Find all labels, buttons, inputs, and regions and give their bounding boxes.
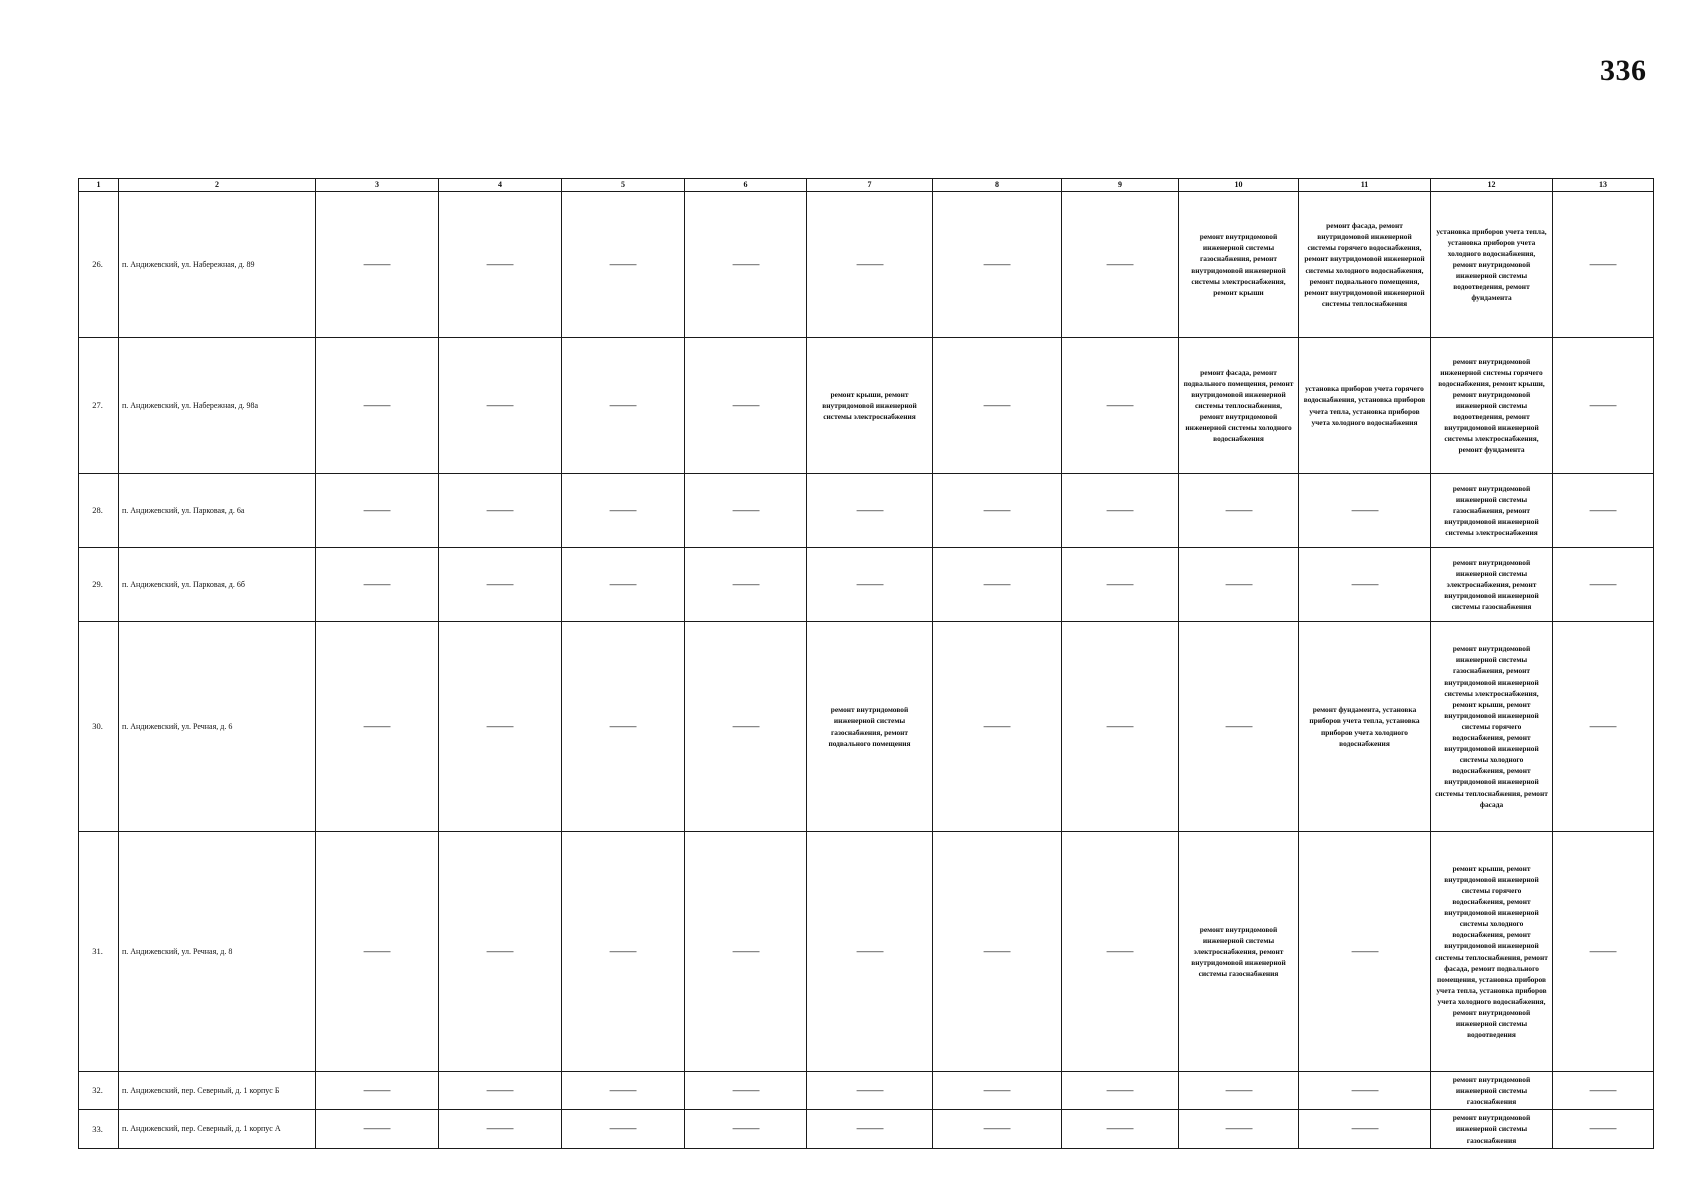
repair-works-cell xyxy=(807,338,933,474)
repair-works-text: ремонт фундамента, установка приборов учета тепла, установка приборов учета холодного водоснабжения xyxy=(1309,705,1420,748)
empty-dash-cell xyxy=(439,1110,562,1148)
page-number: 336 xyxy=(1600,54,1647,87)
empty-dash-cell xyxy=(316,192,439,338)
row-number: 33. xyxy=(79,1110,119,1148)
dash-mark: — xyxy=(983,1120,1011,1136)
empty-dash-cell xyxy=(685,1110,807,1148)
address-cell: п. Андижевский, пер. Северный, д. 1 корпус Б xyxy=(119,1072,316,1110)
table-row xyxy=(79,622,1654,832)
dash-mark: — xyxy=(363,1082,391,1098)
repair-works-cell xyxy=(1299,192,1431,338)
empty-dash-cell xyxy=(562,622,685,832)
table-row xyxy=(79,474,1654,548)
column-number-4: 4 xyxy=(439,179,562,192)
address-cell: п. Андижевский, ул. Речная, д. 6 xyxy=(119,622,316,832)
dash-mark: — xyxy=(1225,1082,1252,1098)
dash-mark: — xyxy=(732,1120,759,1136)
repair-works-text: ремонт внутридомовой инженерной системы газоснабжения xyxy=(1452,1113,1531,1145)
dash-mark: — xyxy=(1225,1120,1252,1136)
dash-mark: — xyxy=(1225,718,1252,734)
repair-works-text: установка приборов учета тепла, установка приборов учета холодного водоснабжения, ремонт внутридомовой инженерной системы водоотведения, ремонт фундамента xyxy=(1436,226,1547,303)
empty-dash-cell xyxy=(807,1072,933,1110)
table-row xyxy=(79,1072,1654,1110)
repair-works-cell xyxy=(1179,832,1299,1072)
column-number-10: 10 xyxy=(1179,179,1299,192)
empty-dash-cell xyxy=(439,192,562,338)
empty-dash-cell xyxy=(562,338,685,474)
repair-works-text: ремонт внутридомовой инженерной системы электроснабжения, ремонт внутридомовой инженерной системы газоснабжения xyxy=(1191,924,1286,979)
empty-dash-cell xyxy=(933,622,1062,832)
dash-mark: — xyxy=(609,397,637,413)
dash-mark: — xyxy=(732,256,759,272)
repair-works-text: ремонт внутридомовой инженерной системы газоснабжения xyxy=(1452,1075,1531,1107)
empty-dash-cell xyxy=(1299,1072,1431,1110)
column-number-6: 6 xyxy=(685,179,807,192)
empty-dash-cell xyxy=(562,832,685,1072)
repair-works-text: установка приборов учета горячего водоснабжения, установка приборов учета тепла, установка приборов учета холодного водоснабжения xyxy=(1303,384,1426,427)
empty-dash-cell xyxy=(1553,832,1654,1072)
dash-mark: — xyxy=(1589,256,1617,272)
repair-works-text: ремонт крыши, ремонт внутридомовой инженерной системы электроснабжения xyxy=(822,389,917,422)
empty-dash-cell xyxy=(1553,1110,1654,1148)
empty-dash-cell xyxy=(439,622,562,832)
dash-mark: — xyxy=(1351,576,1378,592)
dash-mark: — xyxy=(363,397,391,413)
empty-dash-cell xyxy=(316,622,439,832)
empty-dash-cell xyxy=(439,832,562,1072)
repair-works-text: ремонт внутридомовой инженерной системы газоснабжения, ремонт внутридомовой инженерной системы электроснабжения xyxy=(1444,483,1539,538)
address-cell: п. Андижевский, пер. Северный, д. 1 корпус А xyxy=(119,1110,316,1148)
dash-mark: — xyxy=(1106,502,1134,518)
dash-mark: — xyxy=(363,502,391,518)
dash-mark: — xyxy=(486,1082,514,1098)
dash-mark: — xyxy=(1106,718,1134,734)
row-number: 27. xyxy=(79,338,119,474)
empty-dash-cell xyxy=(1179,1110,1299,1148)
empty-dash-cell xyxy=(1062,1110,1179,1148)
empty-dash-cell xyxy=(685,548,807,622)
repair-works-cell xyxy=(1431,192,1553,338)
column-number-row xyxy=(79,179,1654,192)
repair-works-cell xyxy=(1179,192,1299,338)
address-cell: п. Андижевский, ул. Речная, д. 8 xyxy=(119,832,316,1072)
empty-dash-cell xyxy=(685,622,807,832)
empty-dash-cell xyxy=(1553,1072,1654,1110)
dash-mark: — xyxy=(856,943,883,959)
empty-dash-cell xyxy=(1062,548,1179,622)
empty-dash-cell xyxy=(933,474,1062,548)
dash-mark: — xyxy=(732,943,759,959)
dash-mark: — xyxy=(609,576,637,592)
repair-works-cell xyxy=(1299,338,1431,474)
address-cell: п. Андижевский, ул. Парковая, д. 6а xyxy=(119,474,316,548)
repair-works-cell xyxy=(1179,338,1299,474)
dash-mark: — xyxy=(732,576,759,592)
dash-mark: — xyxy=(1351,1082,1378,1098)
table-row xyxy=(79,548,1654,622)
column-number-3: 3 xyxy=(316,179,439,192)
empty-dash-cell xyxy=(316,1110,439,1148)
repair-works-cell xyxy=(1299,622,1431,832)
dash-mark: — xyxy=(1351,943,1378,959)
table-row xyxy=(79,1110,1654,1148)
dash-mark: — xyxy=(1589,502,1617,518)
column-number-7: 7 xyxy=(807,179,933,192)
dash-mark: — xyxy=(1106,397,1134,413)
dash-mark: — xyxy=(609,1120,637,1136)
empty-dash-cell xyxy=(685,474,807,548)
dash-mark: — xyxy=(856,1120,883,1136)
address-cell: п. Андижевский, ул. Парковая, д. 6б xyxy=(119,548,316,622)
dash-mark: — xyxy=(486,256,514,272)
dash-mark: — xyxy=(1225,576,1252,592)
dash-mark: — xyxy=(1351,1120,1378,1136)
column-number-11: 11 xyxy=(1299,179,1431,192)
empty-dash-cell xyxy=(1299,1110,1431,1148)
empty-dash-cell xyxy=(807,832,933,1072)
empty-dash-cell xyxy=(316,832,439,1072)
empty-dash-cell xyxy=(316,338,439,474)
table-row xyxy=(79,832,1654,1072)
empty-dash-cell xyxy=(1179,1072,1299,1110)
empty-dash-cell xyxy=(1179,622,1299,832)
dash-mark: — xyxy=(363,718,391,734)
dash-mark: — xyxy=(363,576,391,592)
repair-works-text: ремонт фасада, ремонт подвального помещения, ремонт внутридомовой инженерной системы теплоснабжения, ремонт внутридомовой инженерной системы холодного водоснабжения xyxy=(1183,367,1294,444)
dash-mark: — xyxy=(486,1120,514,1136)
repair-works-cell xyxy=(1431,1110,1553,1148)
empty-dash-cell xyxy=(1179,474,1299,548)
empty-dash-cell xyxy=(1062,192,1179,338)
repair-works-text: ремонт внутридомовой инженерной системы электроснабжения, ремонт внутридомовой инженерной системы газоснабжения xyxy=(1444,557,1539,612)
empty-dash-cell xyxy=(1062,1072,1179,1110)
dash-mark: — xyxy=(486,943,514,959)
repair-works-cell xyxy=(1431,1072,1553,1110)
empty-dash-cell xyxy=(807,1110,933,1148)
dash-mark: — xyxy=(1589,1120,1617,1136)
dash-mark: — xyxy=(609,1082,637,1098)
empty-dash-cell xyxy=(1553,622,1654,832)
empty-dash-cell xyxy=(807,474,933,548)
dash-mark: — xyxy=(486,718,514,734)
empty-dash-cell xyxy=(1299,832,1431,1072)
repair-works-cell xyxy=(1431,548,1553,622)
row-number: 29. xyxy=(79,548,119,622)
empty-dash-cell xyxy=(1553,338,1654,474)
row-number: 30. xyxy=(79,622,119,832)
empty-dash-cell xyxy=(1299,474,1431,548)
empty-dash-cell xyxy=(562,548,685,622)
address-cell: п. Андижевский, ул. Набережная, д. 98а xyxy=(119,338,316,474)
column-number-13: 13 xyxy=(1553,179,1654,192)
repair-works-text: ремонт внутридомовой инженерной системы газоснабжения, ремонт внутридомовой инженерной системы электроснабжения, ремонт крыши, ремонт внутридомовой инженерной системы горячего водоснабжения, ремонт внутридомовой инженерной системы холодного водоснабжения, ремонт внутридомовой инженерной системы теплоснабжения, ремонт фасада xyxy=(1435,644,1548,809)
dash-mark: — xyxy=(363,256,391,272)
dash-mark: — xyxy=(983,397,1011,413)
column-number-8: 8 xyxy=(933,179,1062,192)
dash-mark: — xyxy=(983,943,1011,959)
dash-mark: — xyxy=(856,1082,883,1098)
dash-mark: — xyxy=(856,502,883,518)
dash-mark: — xyxy=(363,1120,391,1136)
dash-mark: — xyxy=(1106,1082,1134,1098)
address-cell: п. Андижевский, ул. Набережная, д. 89 xyxy=(119,192,316,338)
dash-mark: — xyxy=(1589,943,1617,959)
dash-mark: — xyxy=(983,502,1011,518)
empty-dash-cell xyxy=(562,192,685,338)
column-number-2: 2 xyxy=(119,179,316,192)
empty-dash-cell xyxy=(685,832,807,1072)
empty-dash-cell xyxy=(562,474,685,548)
dash-mark: — xyxy=(609,943,637,959)
empty-dash-cell xyxy=(807,548,933,622)
dash-mark: — xyxy=(1106,256,1134,272)
column-number-5: 5 xyxy=(562,179,685,192)
dash-mark: — xyxy=(1225,502,1252,518)
dash-mark: — xyxy=(486,397,514,413)
dash-mark: — xyxy=(983,256,1011,272)
empty-dash-cell xyxy=(685,192,807,338)
repair-works-text: ремонт внутридомовой инженерной системы горячего водоснабжения, ремонт крыши, ремонт внутридомовой инженерной системы водоотведения, ремонт внутридомовой инженерной системы электроснабжения, ремонт фундамента xyxy=(1438,356,1545,455)
empty-dash-cell xyxy=(1553,474,1654,548)
dash-mark: — xyxy=(1351,502,1378,518)
repair-works-cell xyxy=(1431,338,1553,474)
empty-dash-cell xyxy=(933,192,1062,338)
repair-works-cell xyxy=(1431,832,1553,1072)
column-number-1: 1 xyxy=(79,179,119,192)
dash-mark: — xyxy=(856,576,883,592)
dash-mark: — xyxy=(732,718,759,734)
repair-works-cell xyxy=(807,622,933,832)
empty-dash-cell xyxy=(933,1110,1062,1148)
empty-dash-cell xyxy=(439,1072,562,1110)
empty-dash-cell xyxy=(439,474,562,548)
dash-mark: — xyxy=(1106,576,1134,592)
empty-dash-cell xyxy=(1299,548,1431,622)
dash-mark: — xyxy=(856,256,883,272)
dash-mark: — xyxy=(983,718,1011,734)
column-number-12: 12 xyxy=(1431,179,1553,192)
empty-dash-cell xyxy=(1062,474,1179,548)
empty-dash-cell xyxy=(316,1072,439,1110)
empty-dash-cell xyxy=(562,1072,685,1110)
row-number: 28. xyxy=(79,474,119,548)
dash-mark: — xyxy=(609,718,637,734)
empty-dash-cell xyxy=(1062,832,1179,1072)
repair-works-text: ремонт фасада, ремонт внутридомовой инженерной системы горячего водоснабжения, ремонт внутридомовой инженерной системы холодного водоснабжения, ремонт подвального помещения, ремонт внутридомовой инженерной системы теплоснабжения xyxy=(1304,221,1425,308)
empty-dash-cell xyxy=(933,832,1062,1072)
empty-dash-cell xyxy=(316,474,439,548)
dash-mark: — xyxy=(1589,718,1617,734)
empty-dash-cell xyxy=(316,548,439,622)
row-number: 32. xyxy=(79,1072,119,1110)
empty-dash-cell xyxy=(933,338,1062,474)
empty-dash-cell xyxy=(1553,548,1654,622)
dash-mark: — xyxy=(732,502,759,518)
dash-mark: — xyxy=(732,397,759,413)
empty-dash-cell xyxy=(439,338,562,474)
empty-dash-cell xyxy=(933,548,1062,622)
repair-works-text: ремонт внутридомовой инженерной системы газоснабжения, ремонт внутридомовой инженерной системы электроснабжения, ремонт крыши xyxy=(1191,232,1286,297)
dash-mark: — xyxy=(1589,1082,1617,1098)
dash-mark: — xyxy=(1589,576,1617,592)
dash-mark: — xyxy=(732,1082,759,1098)
empty-dash-cell xyxy=(1179,548,1299,622)
repair-works-text: ремонт крыши, ремонт внутридомовой инженерной системы горячего водоснабжения, ремонт внутридомовой инженерной системы холодного водоснабжения, ремонт внутридомовой инженерной системы теплоснабжения, ремонт фасада, ремонт подвального помещения, установка приборов учета тепла, установка приборов учета холодного водоснабжения, ремонт внутридомовой инженерной системы водоотведения xyxy=(1435,863,1548,1040)
column-number-9: 9 xyxy=(1062,179,1179,192)
row-number: 31. xyxy=(79,832,119,1072)
empty-dash-cell xyxy=(562,1110,685,1148)
capital-repair-schedule-table xyxy=(78,178,1654,1149)
empty-dash-cell xyxy=(807,192,933,338)
repair-works-text: ремонт внутридомовой инженерной системы газоснабжения, ремонт подвального помещения xyxy=(828,705,911,748)
empty-dash-cell xyxy=(439,548,562,622)
repair-works-cell xyxy=(1431,474,1553,548)
row-number: 26. xyxy=(79,192,119,338)
dash-mark: — xyxy=(1106,943,1134,959)
dash-mark: — xyxy=(486,502,514,518)
repair-works-cell xyxy=(1431,622,1553,832)
table-row xyxy=(79,192,1654,338)
dash-mark: — xyxy=(363,943,391,959)
empty-dash-cell xyxy=(933,1072,1062,1110)
dash-mark: — xyxy=(609,256,637,272)
dash-mark: — xyxy=(609,502,637,518)
dash-mark: — xyxy=(983,1082,1011,1098)
empty-dash-cell xyxy=(685,338,807,474)
empty-dash-cell xyxy=(1553,192,1654,338)
dash-mark: — xyxy=(1589,397,1617,413)
dash-mark: — xyxy=(983,576,1011,592)
dash-mark: — xyxy=(1106,1120,1134,1136)
table-row xyxy=(79,338,1654,474)
empty-dash-cell xyxy=(685,1072,807,1110)
empty-dash-cell xyxy=(1062,622,1179,832)
dash-mark: — xyxy=(486,576,514,592)
empty-dash-cell xyxy=(1062,338,1179,474)
